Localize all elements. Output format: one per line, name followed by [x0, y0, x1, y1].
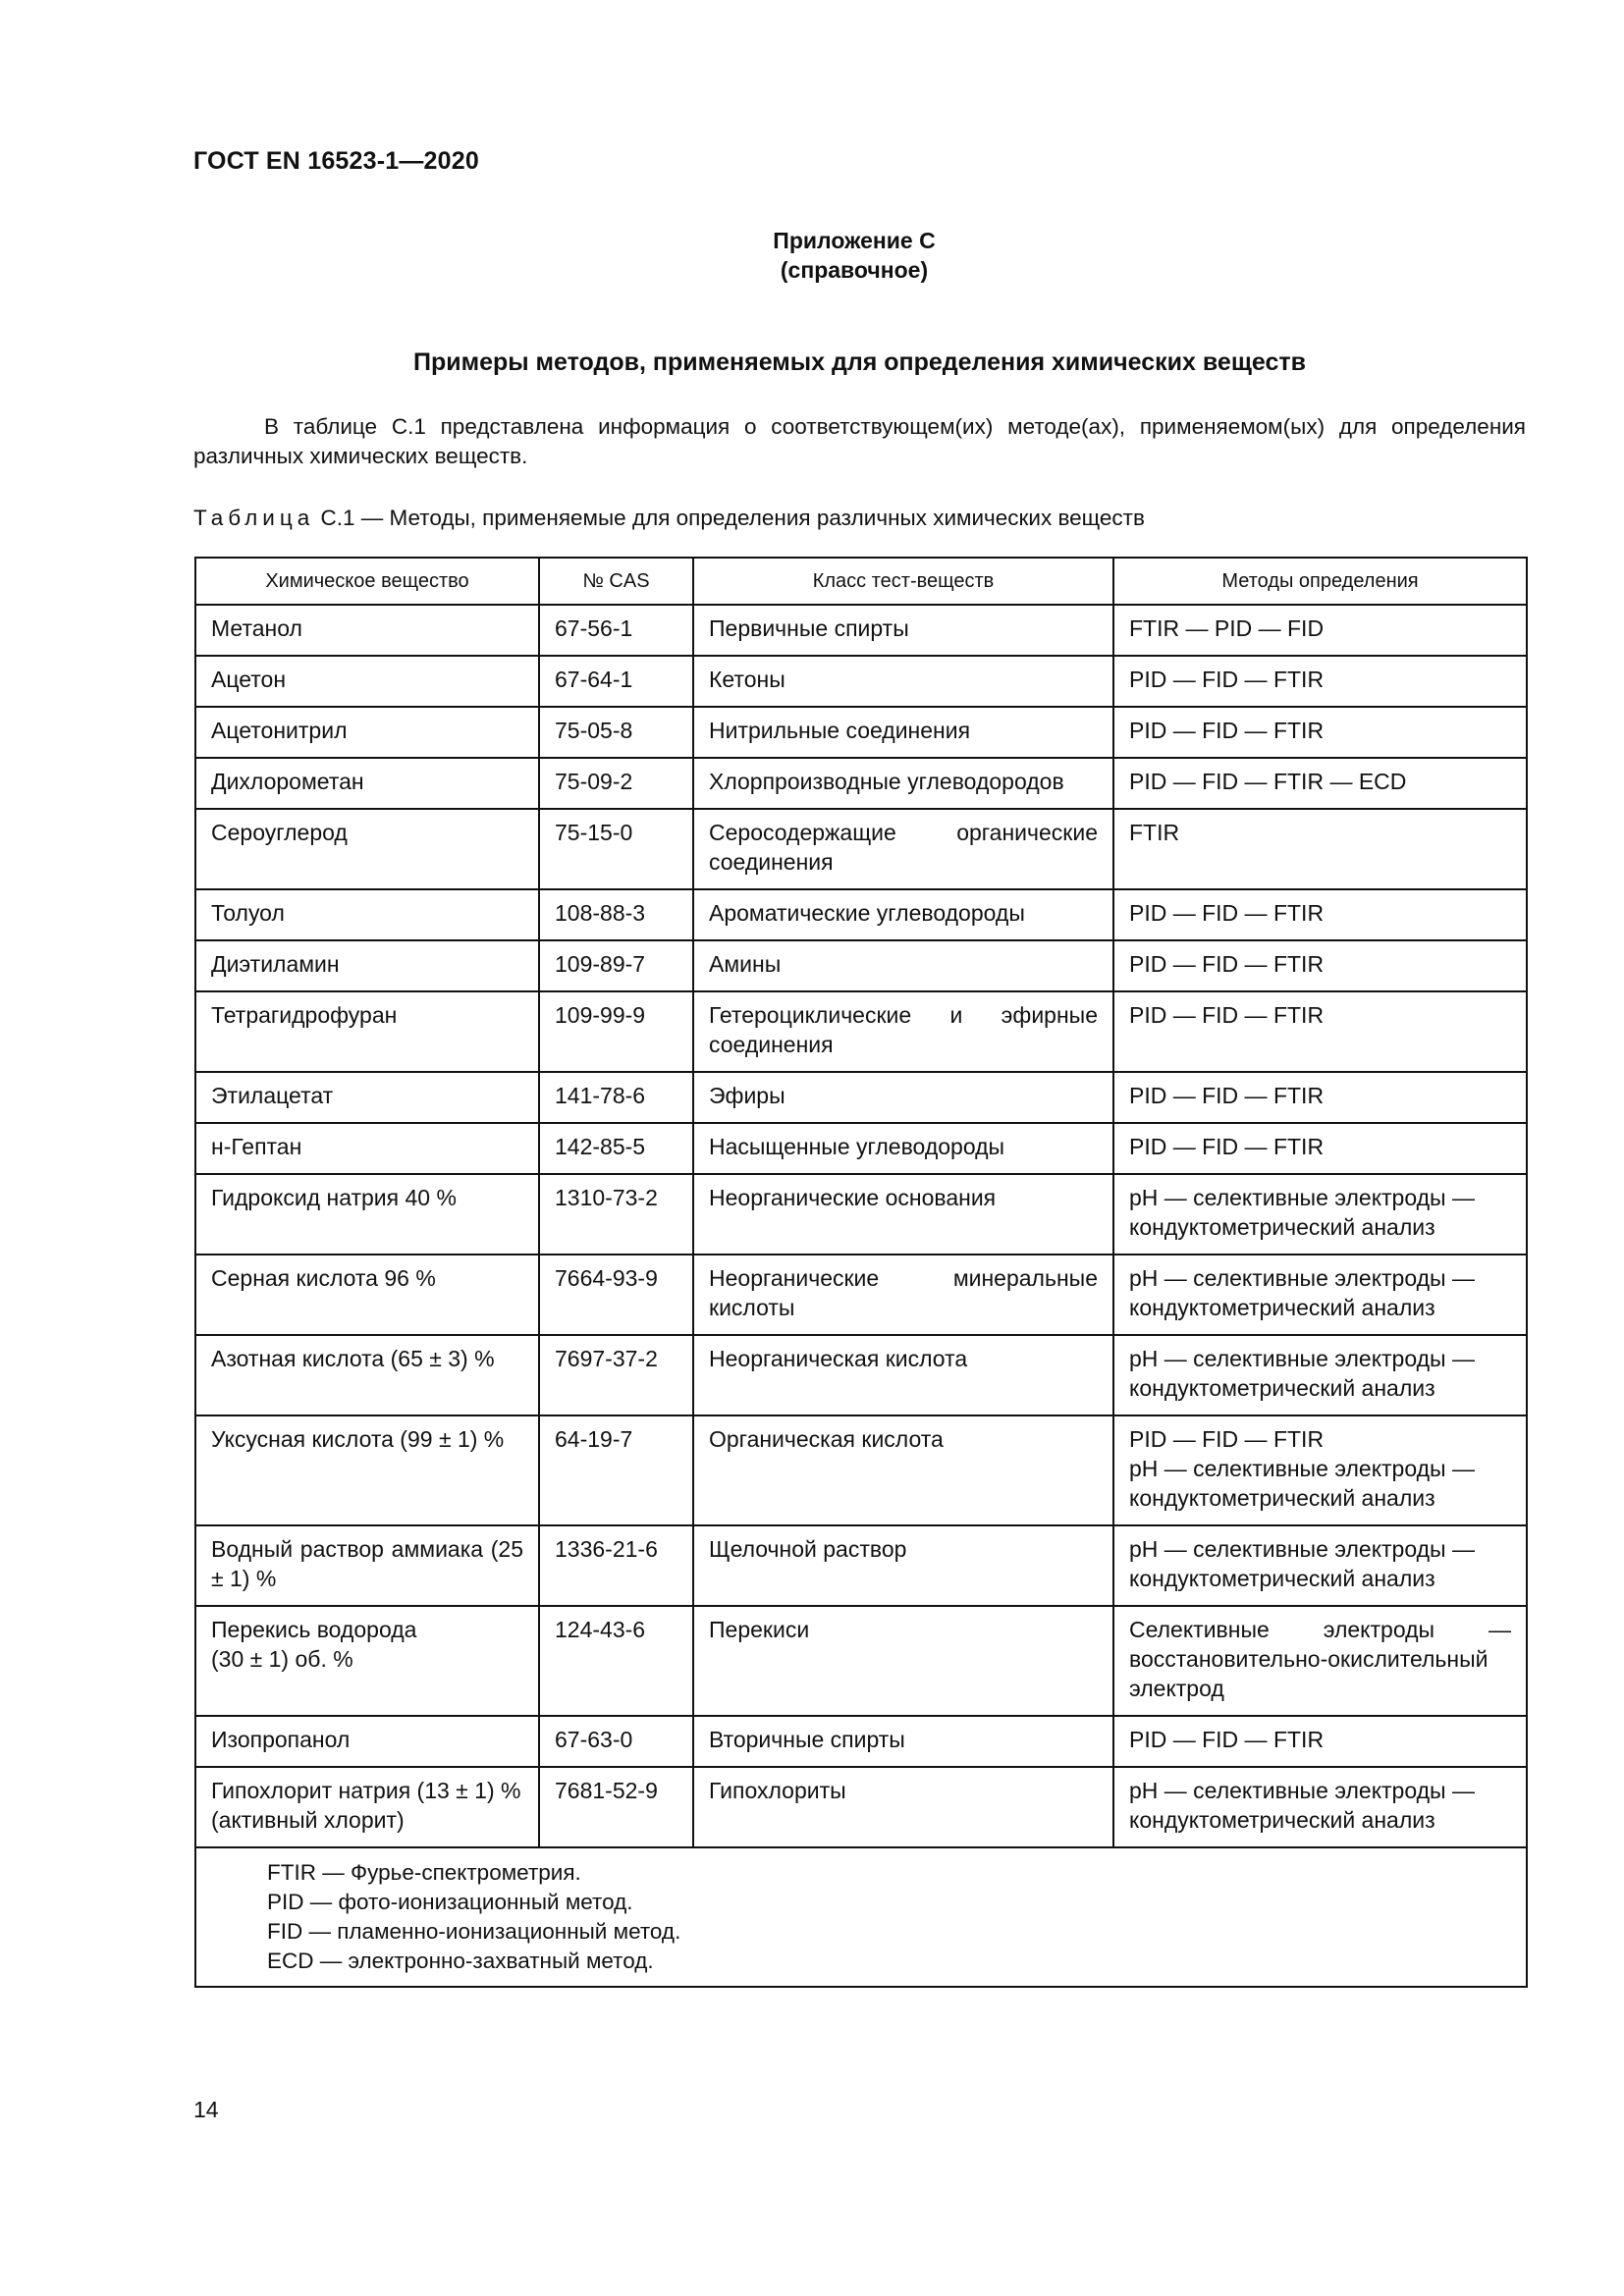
table-row [195, 1606, 1527, 1716]
cell-substance-line: (активный хлорит) [211, 1807, 405, 1833]
table-notes [195, 1847, 1527, 1987]
cell-class: Неорганическая кислота [693, 1335, 1113, 1415]
cell-cas: 75-15-0 [539, 809, 693, 889]
cell-method: PID — FID — FTIR [1113, 940, 1527, 991]
cell-substance: Ацетонитрил [195, 707, 539, 758]
table-caption [193, 506, 1145, 531]
table-row [195, 991, 1527, 1072]
cell-class: Хлорпроизводные углеводородов [693, 758, 1113, 809]
cell-method: PID — FID — FTIR — ECD [1113, 758, 1527, 809]
cell-cas: 67-56-1 [539, 605, 693, 656]
cell-class: Гипохлориты [693, 1767, 1113, 1847]
table-row [195, 940, 1527, 991]
cell-substance [195, 1606, 539, 1716]
cell-cas: 7697-37-2 [539, 1335, 693, 1415]
cell-cas: 108-88-3 [539, 889, 693, 940]
column-header-substance: Химическое вещество [195, 558, 539, 605]
cell-cas: 142-85-5 [539, 1123, 693, 1174]
cell-class: Первичные спирты [693, 605, 1113, 656]
table-caption-text: — Методы, применяемые для определения различных химических веществ [360, 506, 1145, 530]
cell-cas: 109-99-9 [539, 991, 693, 1072]
cell-method [1113, 1415, 1527, 1525]
methods-table [194, 557, 1528, 1988]
cell-substance-line: Перекись водорода [211, 1617, 417, 1642]
table-notes-row [195, 1847, 1527, 1987]
cell-cas: 1310-73-2 [539, 1174, 693, 1255]
note-pid: PID — фото-ионизационный метод. [267, 1890, 633, 1914]
cell-method: pH — селективные электроды — кондуктометрический анализ [1113, 1335, 1527, 1415]
cell-substance: Этилацетат [195, 1072, 539, 1123]
section-title: Примеры методов, применяемых для определения химических веществ [412, 348, 1307, 376]
cell-cas: 1336-21-6 [539, 1525, 693, 1606]
cell-cas: 124-43-6 [539, 1606, 693, 1716]
note-ecd: ECD — электронно-захватный метод. [267, 1949, 654, 1973]
standard-header: ГОСТ EN 16523-1—2020 [193, 147, 479, 175]
cell-cas: 141-78-6 [539, 1072, 693, 1123]
cell-class: Перекиси [693, 1606, 1113, 1716]
cell-class: Органическая кислота [693, 1415, 1113, 1525]
table-caption-label: Таблица [193, 506, 315, 530]
cell-cas: 7664-93-9 [539, 1255, 693, 1335]
cell-method: PID — FID — FTIR [1113, 991, 1527, 1072]
cell-method: pH — селективные электроды — кондуктометрический анализ [1113, 1525, 1527, 1606]
cell-substance-line: Гипохлорит натрия (13 ± 1) % [211, 1778, 521, 1803]
table-row [195, 656, 1527, 707]
page-number: 14 [193, 2097, 219, 2122]
cell-class: Ароматические углеводороды [693, 889, 1113, 940]
table-header-row [195, 558, 1527, 605]
cell-method: Селективные электроды — восстановительно-окислительный электрод [1113, 1606, 1527, 1716]
cell-class: Неорганические минеральные кислоты [693, 1255, 1113, 1335]
table-row [195, 1255, 1527, 1335]
cell-substance-line: (30 ± 1) об. % [211, 1646, 353, 1672]
table-row [195, 1525, 1527, 1606]
cell-substance: Азотная кислота (65 ± 3) % [195, 1335, 539, 1415]
cell-method-line: pH — селективные электроды — кондуктометрический анализ [1129, 1456, 1475, 1511]
cell-cas: 75-05-8 [539, 707, 693, 758]
cell-class: Нитрильные соединения [693, 707, 1113, 758]
table-row [195, 1335, 1527, 1415]
cell-method: pH — селективные электроды — кондуктометрический анализ [1113, 1767, 1527, 1847]
table-row [195, 605, 1527, 656]
cell-method: PID — FID — FTIR [1113, 1072, 1527, 1123]
cell-method: FTIR — PID — FID [1113, 605, 1527, 656]
cell-cas: 75-09-2 [539, 758, 693, 809]
cell-cas: 64-19-7 [539, 1415, 693, 1525]
table-caption-number: С.1 [320, 506, 355, 530]
cell-class: Неорганические основания [693, 1174, 1113, 1255]
cell-method: FTIR [1113, 809, 1527, 889]
cell-class: Вторичные спирты [693, 1716, 1113, 1767]
cell-substance: Сероуглерод [195, 809, 539, 889]
table-row [195, 707, 1527, 758]
appendix-subtitle: (справочное) [780, 257, 929, 283]
appendix-heading [0, 226, 1624, 285]
column-header-class: Класс тест-веществ [693, 558, 1113, 605]
cell-substance: н-Гептан [195, 1123, 539, 1174]
cell-substance: Тетрагидрофуран [195, 991, 539, 1072]
table-row [195, 1716, 1527, 1767]
cell-class: Кетоны [693, 656, 1113, 707]
cell-cas: 7681-52-9 [539, 1767, 693, 1847]
table-row [195, 1415, 1527, 1525]
cell-substance: Дихлорометан [195, 758, 539, 809]
table-row [195, 1767, 1527, 1847]
cell-substance: Толуол [195, 889, 539, 940]
column-header-cas: № CAS [539, 558, 693, 605]
cell-substance [195, 1767, 539, 1847]
table-row [195, 1072, 1527, 1123]
table-row [195, 809, 1527, 889]
note-ftir: FTIR — Фурье-спектрометрия. [267, 1860, 581, 1885]
table-row [195, 1123, 1527, 1174]
cell-method: PID — FID — FTIR [1113, 889, 1527, 940]
cell-class: Гетероциклические и эфирные соединения [693, 991, 1113, 1072]
cell-method: PID — FID — FTIR [1113, 707, 1527, 758]
cell-substance: Гидроксид натрия 40 % [195, 1174, 539, 1255]
cell-class: Насыщенные углеводороды [693, 1123, 1113, 1174]
cell-substance: Метанол [195, 605, 539, 656]
cell-class: Щелочной раствор [693, 1525, 1113, 1606]
cell-method: pH — селективные электроды — кондуктометрический анализ [1113, 1174, 1527, 1255]
cell-substance: Ацетон [195, 656, 539, 707]
cell-substance: Изопропанол [195, 1716, 539, 1767]
table-row [195, 1174, 1527, 1255]
cell-cas: 109-89-7 [539, 940, 693, 991]
cell-method: PID — FID — FTIR [1113, 656, 1527, 707]
appendix-title: Приложение С [773, 228, 936, 253]
cell-substance: Диэтиламин [195, 940, 539, 991]
table-row [195, 889, 1527, 940]
cell-substance: Уксусная кислота (99 ± 1) % [195, 1415, 539, 1525]
cell-substance: Серная кислота 96 % [195, 1255, 539, 1335]
cell-cas: 67-63-0 [539, 1716, 693, 1767]
column-header-methods: Методы определения [1113, 558, 1527, 605]
cell-class: Амины [693, 940, 1113, 991]
intro-paragraph: В таблице С.1 представлена информация о соответствующем(их) методе(ах), применяемом(ых) для определения различных химических веществ. [193, 414, 1526, 468]
cell-method-line: PID — FID — FTIR [1129, 1426, 1325, 1452]
cell-cas: 67-64-1 [539, 656, 693, 707]
cell-method: PID — FID — FTIR [1113, 1716, 1527, 1767]
cell-substance: Водный раствор аммиака (25 ± 1) % [195, 1525, 539, 1606]
cell-method: pH — селективные электроды — кондуктометрический анализ [1113, 1255, 1527, 1335]
cell-class: Эфиры [693, 1072, 1113, 1123]
cell-method: PID — FID — FTIR [1113, 1123, 1527, 1174]
table-row [195, 758, 1527, 809]
note-fid: FID — пламенно-ионизационный метод. [267, 1919, 681, 1944]
cell-class: Серосодержащие органические соединения [693, 809, 1113, 889]
